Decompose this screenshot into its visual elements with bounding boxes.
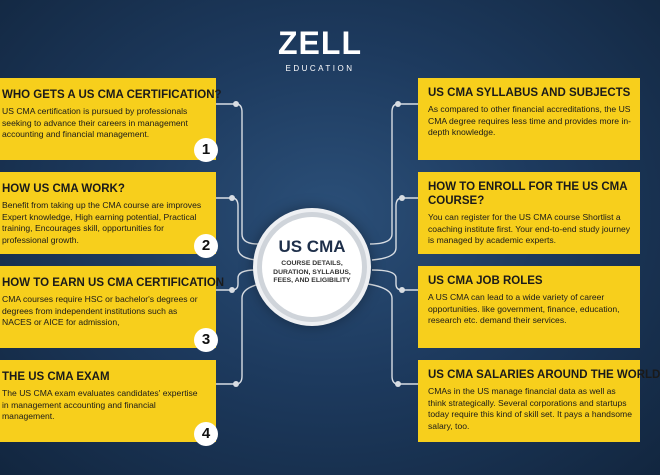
- number-badge-4: 4: [194, 422, 218, 446]
- logo-subtitle: EDUCATION: [285, 64, 355, 73]
- card-title: HOW TO ENROLL FOR THE US CMA COURSE?: [428, 181, 628, 207]
- card-text: As compared to other financial accreditations, the US CMA degree requires less time and provides more in-depth knowledge.: [428, 104, 631, 137]
- number-badge-1: 1: [194, 138, 218, 162]
- card-salaries: [418, 360, 660, 442]
- card-text: CMAs in the US manage financial data as well as think strategically. Several corporations and startups today require this kind of skill set. It pays a handsome salary, too.: [428, 386, 632, 431]
- card-who-gets-certification: [0, 78, 222, 160]
- card-text: The US CMA exam evaluates candidates' expertise in management accounting and financial management.: [2, 388, 198, 421]
- center-circle: [262, 217, 362, 317]
- infographic-frame: [0, 8, 660, 470]
- card-job-roles: [418, 266, 640, 348]
- card-title: US CMA JOB ROLES: [428, 275, 543, 287]
- logo-text: ZELL: [278, 25, 362, 61]
- card-title: US CMA SYLLABUS AND SUBJECTS: [428, 87, 631, 99]
- card-cma-exam: [0, 360, 216, 442]
- card-text: A US CMA can lead to a wide variety of career opportunities. like government, finance, education, research etc. demand their services.: [428, 292, 620, 325]
- card-text: CMA courses require HSC or bachelor's degrees or degrees from independent institutions such as NACES or AICE for admission,: [2, 294, 198, 327]
- center-title: US CMA: [278, 237, 346, 256]
- card-syllabus-subjects: [418, 78, 640, 160]
- connector-left-1: [216, 104, 258, 244]
- card-text: You can register for the US CMA course Shortlist a coaching institute first. Your end-to-end study journey is managed by academic experts.: [428, 212, 631, 245]
- card-title: THE US CMA EXAM: [2, 371, 110, 383]
- card-how-to-earn: [0, 266, 225, 348]
- card-title: WHO GETS A US CMA CERTIFICATION?: [2, 89, 222, 101]
- center-subtitle: COURSE DETAILS, DURATION, SYLLABUS, FEES, AND ELIGIBILITY: [273, 260, 351, 284]
- number-badge-2: 2: [194, 234, 218, 258]
- connector-right-1: [370, 104, 418, 244]
- number-badge-3: 3: [194, 328, 218, 352]
- card-title: HOW TO EARN US CMA CERTIFICATION: [2, 277, 225, 289]
- connector-right-4: [368, 284, 418, 384]
- card-title: US CMA SALARIES AROUND THE WORLD: [428, 369, 660, 381]
- card-title: HOW US CMA WORK?: [2, 183, 125, 195]
- card-how-cma-work: [0, 172, 216, 254]
- connector-left-2: [216, 198, 256, 260]
- card-how-to-enroll: [418, 172, 640, 254]
- connector-left-4: [216, 284, 260, 384]
- card-text: Benefit from taking up the CMA course are improves Expert knowledge, High earning potential, Practical training, Encourages skill, opportunities for professional growth.: [2, 200, 202, 245]
- card-text: US CMA certification is pursued by professionals seeking to advance their careers in management accounting and financial management.: [2, 106, 188, 139]
- connector-right-2: [372, 198, 418, 260]
